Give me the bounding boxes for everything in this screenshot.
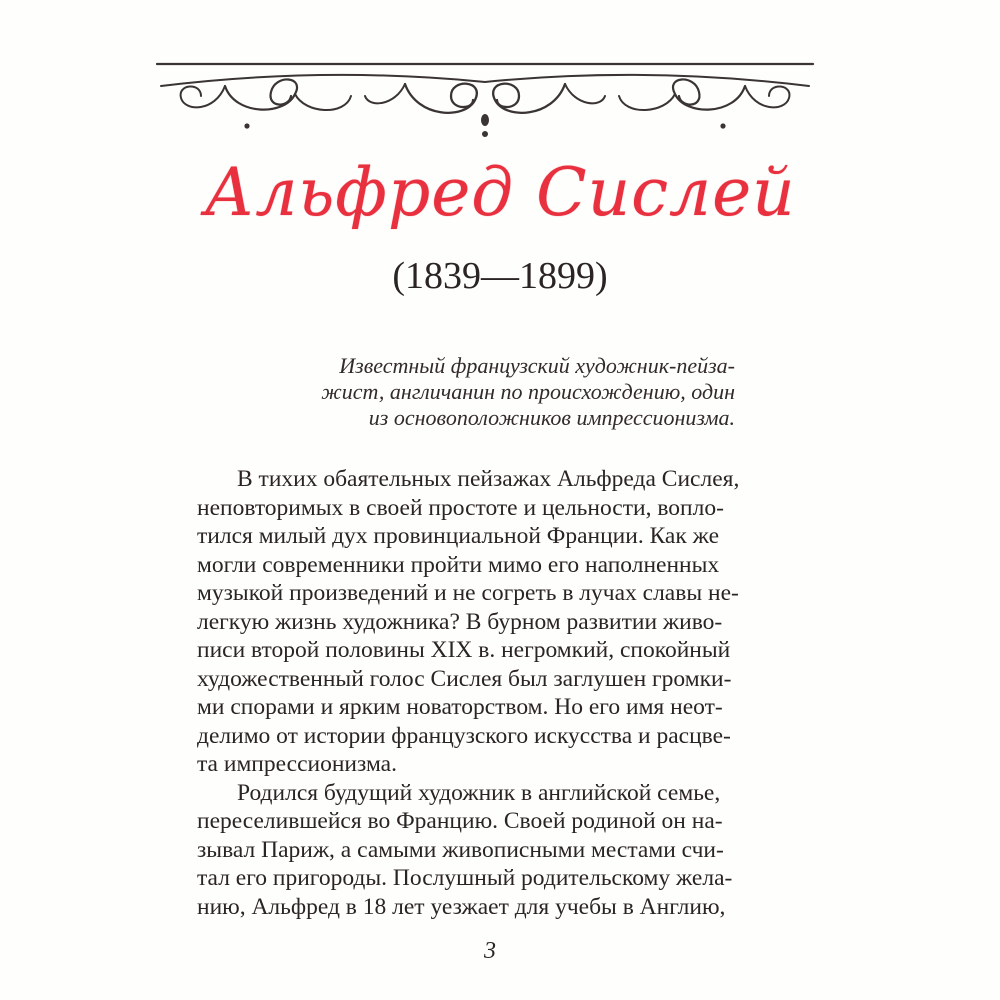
epigraph-line: Известный французский художник-пейза- [339,353,735,378]
body-line: делимо от истории французского искусства и расцве- [197,722,731,749]
body-line: музыкой произведений и не согреть в лучах славы не- [197,580,739,606]
body-line: легкую жизнь художника? В бурном развитии живо- [197,608,723,635]
body-line: художественный голос Сислея был заглушен громки- [197,665,732,692]
body-line: В тихих обаятельных пейзажах Альфреда Сислея, [237,466,740,492]
body-line: писи второй половины XIX в. негромкий, спокойный [197,637,731,663]
body-line: переселившейся во Францию. Своей родиной он на- [197,808,723,834]
page-number: 3 [484,938,496,964]
body-text [197,465,797,921]
body-line: тился милый дух провинциальной Франции. Как же [197,523,720,549]
epigraph-line: из основоположников импрессионизма. [368,405,735,430]
body-line: та импрессионизма. [197,751,397,777]
epigraph-line: жист, англичанин по происхождению, один [321,379,735,404]
page-title: Альфред Сислей [204,154,796,231]
body-line: зывал Париж, а самыми живописными местами счи- [197,836,724,863]
body-line: тал его пригороды. Послушный родительскому жела- [197,865,733,891]
body-line: могли современники пройти мимо его наполненных [197,551,720,578]
body-line: неповторимых в своей простоте и цельности, вопло- [197,494,724,521]
body-line: Родился будущий художник в английской семье, [237,779,721,806]
body-line: нию, Альфред в 18 лет уезжает для учебы в Англию, [197,893,726,920]
flourish-divider-icon [155,56,815,142]
life-years: (1839—1899) [392,255,608,297]
epigraph [320,353,735,431]
body-line: ми спорами и ярким новаторством. Но его имя неот- [197,694,723,720]
